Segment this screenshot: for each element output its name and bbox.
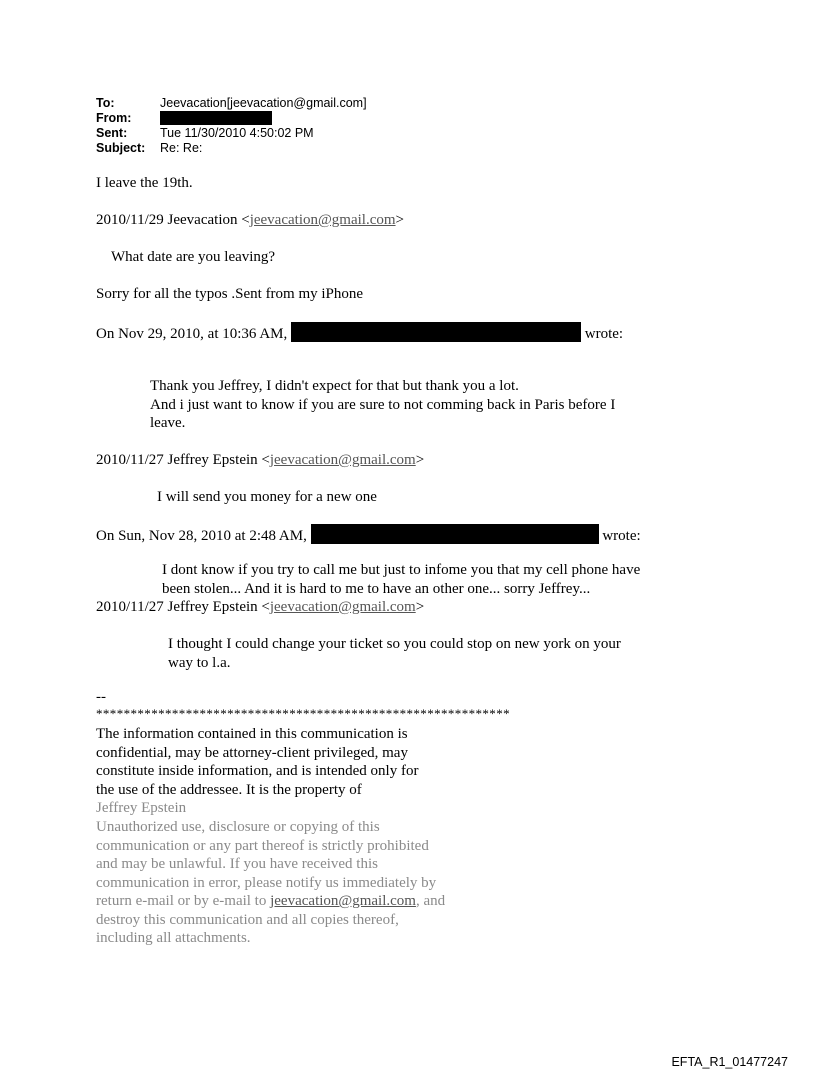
on-wrote-line	[96, 322, 623, 344]
on-wrote-prefix: On Nov 29, 2010, at 10:36 AM,	[96, 326, 288, 342]
sent-value: Tue 11/30/2010 4:50:02 PM	[160, 126, 314, 140]
from-redaction	[160, 111, 272, 125]
quote-suffix: >	[395, 212, 405, 228]
sender-redaction	[291, 322, 581, 342]
document-id: EFTA_R1_01477247	[671, 1055, 788, 1069]
to-label: To:	[96, 96, 115, 110]
disclaimer-line: and may be unlawful. If you have received this	[96, 856, 378, 872]
from-label: From:	[96, 111, 132, 125]
email-header	[96, 96, 367, 156]
disclaimer-line: communication in error, please notify us immediately by	[96, 874, 437, 891]
body-line: been stolen... And it is hard to me to have an other one... sorry Jeffrey...	[162, 580, 591, 597]
quote-suffix: >	[415, 452, 425, 468]
sent-row	[96, 126, 367, 141]
body-line: Sorry for all the typos .Sent from my iPhone	[96, 286, 364, 302]
quote-prefix: 2010/11/27 Jeffrey Epstein <	[96, 452, 270, 468]
sender-redaction	[311, 524, 599, 544]
body-line: What date are you leaving?	[111, 249, 276, 265]
quote-header	[96, 598, 424, 617]
disclaimer-line: The information contained in this communication is	[96, 726, 408, 742]
body-line: And i just want to know if you are sure to not comming back in Paris before I	[150, 396, 616, 413]
body-line: I leave the 19th.	[96, 175, 193, 191]
on-wrote-suffix: wrote:	[584, 326, 624, 342]
disclaimer-suffix: , and	[415, 893, 446, 909]
email-link[interactable]: jeevacation@gmail.com	[269, 599, 416, 615]
subject-label: Subject:	[96, 141, 146, 155]
disclaimer-prefix: return e-mail or by e-mail to	[96, 893, 271, 909]
disclaimer-line: destroy this communication and all copies thereof,	[96, 911, 399, 928]
signature-dashes: --	[96, 689, 106, 705]
body-line: I will send you money for a new one	[157, 489, 377, 505]
on-wrote-prefix: On Sun, Nov 28, 2010 at 2:48 AM,	[96, 528, 307, 544]
from-row	[96, 111, 367, 126]
disclaimer-line: Jeffrey Epstein	[96, 800, 187, 816]
body-line: leave.	[150, 415, 186, 431]
subject-value: Re: Re:	[160, 141, 203, 155]
disclaimer-line	[96, 892, 445, 911]
disclaimer-line: confidential, may be attorney-client privileged, may	[96, 744, 408, 761]
body-line: way to l.a.	[168, 654, 231, 671]
disclaimer-line: the use of the addressee. It is the property of	[96, 781, 362, 798]
subject-row	[96, 141, 367, 156]
disclaimer-line: including all attachments.	[96, 930, 251, 946]
disclaimer-line: communication or any part thereof is strictly prohibited	[96, 837, 429, 854]
sent-label: Sent:	[96, 126, 128, 140]
email-link[interactable]: jeevacation@gmail.com	[269, 452, 416, 468]
quote-header	[96, 451, 424, 470]
to-row	[96, 96, 367, 111]
quote-suffix: >	[415, 599, 425, 615]
on-wrote-suffix: wrote:	[602, 528, 641, 544]
body-line: I thought I could change your ticket so you could stop on new york on your	[168, 636, 621, 652]
body-line: Thank you Jeffrey, I didn't expect for that but thank you a lot.	[150, 378, 519, 394]
on-wrote-line	[96, 524, 641, 546]
disclaimer-line: constitute inside information, and is intended only for	[96, 763, 419, 779]
body-line: I dont know if you try to call me but just to infome you that my cell phone have	[162, 562, 641, 578]
signature-stars: ************************************************************	[96, 706, 510, 721]
disclaimer-line: Unauthorized use, disclosure or copying of this	[96, 819, 380, 835]
quote-prefix: 2010/11/27 Jeffrey Epstein <	[96, 599, 270, 615]
email-link[interactable]: jeevacation@gmail.com	[249, 212, 396, 228]
email-link[interactable]: jeevacation@gmail.com	[270, 893, 416, 909]
quote-header	[96, 211, 404, 230]
to-value: Jeevacation[jeevacation@gmail.com]	[160, 96, 367, 110]
quote-prefix: 2010/11/29 Jeevacation <	[96, 212, 250, 228]
